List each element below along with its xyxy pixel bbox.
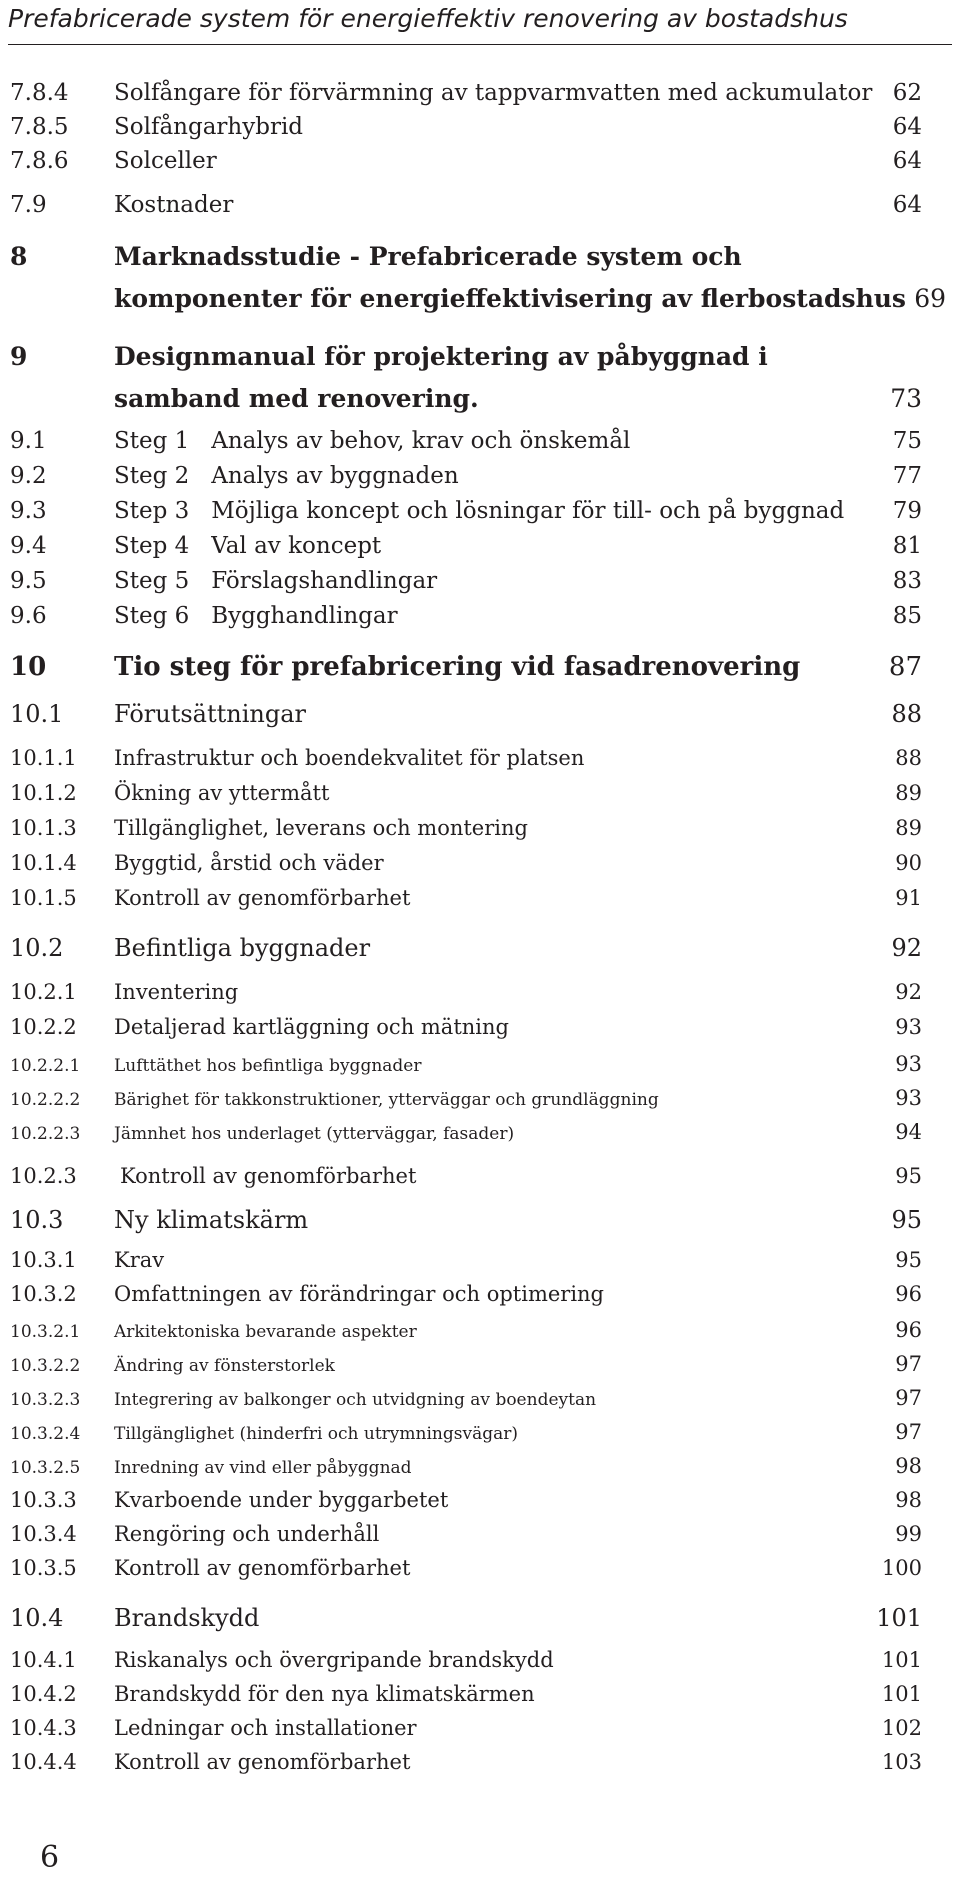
toc-entry[interactable] — [10, 1556, 922, 1580]
toc-subentry[interactable] — [10, 1086, 922, 1110]
toc-entry-title: Ny klimatskärm — [114, 1206, 309, 1234]
toc-entry-page: 88 — [895, 746, 922, 770]
toc-subentry[interactable] — [10, 1454, 922, 1478]
toc-section-entry[interactable] — [10, 700, 922, 728]
toc-entry[interactable] — [10, 1164, 922, 1188]
toc-entry[interactable] — [10, 80, 922, 106]
toc-entry-title: Byggtid, årstid och väder — [114, 851, 384, 875]
toc-entry-number: 10.3.4 — [10, 1522, 77, 1546]
toc-entry[interactable] — [10, 1716, 922, 1740]
toc-entry-page: 77 — [892, 463, 922, 489]
toc-entry-title: Lufttäthet hos befintliga byggnader — [114, 1056, 422, 1076]
toc-entry-title: Kontroll av genomförbarhet — [114, 886, 411, 910]
toc-section-entry[interactable] — [10, 934, 922, 962]
toc-entry-number: 10.1.2 — [10, 781, 77, 805]
toc-entry-page: 102 — [881, 1716, 922, 1740]
toc-subentry[interactable] — [10, 1352, 922, 1376]
toc-entry-page: 97 — [895, 1386, 922, 1410]
toc-entry[interactable] — [10, 428, 922, 454]
toc-entry[interactable] — [10, 781, 922, 805]
toc-entry-page: 96 — [895, 1318, 922, 1342]
toc-entry-page: 88 — [891, 700, 922, 728]
toc-entry[interactable] — [10, 114, 922, 140]
toc-entry-title: Step 4 Val av koncept — [114, 533, 382, 559]
toc-entry[interactable] — [10, 148, 922, 174]
toc-entry-title: Solceller — [114, 148, 217, 174]
toc-entry[interactable] — [10, 192, 922, 218]
toc-chapter-entry[interactable] — [10, 342, 922, 371]
toc-entry-number: 10.3.2.5 — [10, 1458, 81, 1478]
toc-entry-title: Kvarboende under byggarbetet — [114, 1488, 449, 1512]
toc-entry-title: Ökning av yttermått — [114, 781, 330, 805]
toc-entry-number: 9.2 — [10, 463, 47, 489]
toc-entry-number: 10 — [10, 652, 47, 682]
toc-entry-title: Förutsättningar — [114, 700, 307, 728]
toc-entry-title: Integrering av balkonger och utvidgning av boendeytan — [114, 1390, 597, 1410]
toc-chapter-entry-continued[interactable] — [10, 284, 947, 313]
toc-chapter-entry-continued[interactable] — [10, 384, 922, 413]
toc-entry-page: 62 — [892, 80, 922, 106]
toc-entry-page: 75 — [892, 428, 922, 454]
toc-entry-title: Kostnader — [114, 192, 234, 218]
toc-entry[interactable] — [10, 533, 922, 559]
toc-entry-number: 9 — [10, 342, 28, 371]
toc-entry-number: 10.2.1 — [10, 980, 77, 1004]
toc-entry-number: 10.1.3 — [10, 816, 77, 840]
toc-entry-number: 9.5 — [10, 568, 47, 594]
toc-subentry[interactable] — [10, 1052, 922, 1076]
header-rule — [8, 44, 952, 45]
toc-entry-number: 10.4.1 — [10, 1648, 77, 1672]
toc-entry-title: Marknadsstudie - Prefabricerade system och — [114, 242, 742, 271]
toc-entry[interactable] — [10, 980, 922, 1004]
toc-entry-page: 96 — [895, 1282, 922, 1306]
toc-entry-title: Kontroll av genomförbarhet — [120, 1164, 417, 1188]
toc-entry-number: 10.4 — [10, 1604, 64, 1632]
toc-entry-title: Solfångarhybrid — [114, 114, 304, 140]
toc-entry[interactable] — [10, 1282, 922, 1306]
toc-entry-page: 93 — [895, 1052, 922, 1076]
toc-entry-number: 7.8.5 — [10, 114, 69, 140]
toc-entry-page: 64 — [892, 148, 922, 174]
toc-entry-number: 10.3.2.3 — [10, 1390, 81, 1410]
toc-entry-title: komponenter för energieffektivisering av flerbostadshus — [114, 284, 907, 313]
page-number: 6 — [40, 1840, 60, 1875]
toc-entry-title: Omfattningen av förändringar och optimering — [114, 1282, 605, 1306]
toc-entry-page: 64 — [892, 192, 922, 218]
toc-entry-number: 10.3.5 — [10, 1556, 77, 1580]
toc-entry-number: 8 — [10, 242, 28, 271]
toc-chapter-entry[interactable] — [10, 242, 922, 271]
toc-entry-title: Rengöring och underhåll — [114, 1522, 380, 1546]
toc-subentry[interactable] — [10, 1420, 922, 1444]
toc-entry-page: 79 — [892, 498, 922, 524]
toc-entry-number: 10.4.4 — [10, 1750, 77, 1774]
toc-entry[interactable] — [10, 886, 922, 910]
toc-entry-number: 10.2.2.1 — [10, 1056, 81, 1076]
toc-entry[interactable] — [10, 1682, 922, 1706]
toc-subentry[interactable] — [10, 1386, 922, 1410]
toc-entry-page: 73 — [890, 384, 922, 413]
toc-entry-title: Brandskydd — [114, 1604, 260, 1632]
toc-entry[interactable] — [10, 1015, 922, 1039]
toc-entry-number: 7.8.4 — [10, 80, 69, 106]
toc-entry-title: Arkitektoniska bevarande aspekter — [114, 1322, 417, 1342]
toc-entry-number: 10.2.2 — [10, 1015, 77, 1039]
toc-subentry[interactable] — [10, 1120, 922, 1144]
toc-entry-page: 93 — [895, 1015, 922, 1039]
toc-entry-number: 10.2.3 — [10, 1164, 77, 1188]
toc-entry-number: 10.1.1 — [10, 746, 77, 770]
toc-entry-title: Detaljerad kartläggning och mätning — [114, 1015, 509, 1039]
toc-entry-number: 9.3 — [10, 498, 47, 524]
toc-section-entry[interactable] — [10, 1206, 922, 1234]
toc-entry-page: 101 — [881, 1648, 922, 1672]
toc-entry-page: 101 — [881, 1682, 922, 1706]
toc-entry-title: Kontroll av genomförbarhet — [114, 1750, 411, 1774]
toc-entry[interactable] — [10, 498, 922, 524]
toc-entry-page: 99 — [895, 1522, 922, 1546]
toc-entry-title: Riskanalys och övergripande brandskydd — [114, 1648, 554, 1672]
toc-entry-page: 101 — [876, 1604, 922, 1632]
toc-entry-page: 98 — [895, 1488, 922, 1512]
toc-entry-title: Inventering — [114, 980, 239, 1004]
toc-entry[interactable] — [10, 816, 922, 840]
toc-entry-number: 10.1 — [10, 700, 64, 728]
toc-entry-page: 100 — [881, 1556, 922, 1580]
toc-entry-number: 10.3.2.1 — [10, 1322, 81, 1342]
toc-section-entry[interactable] — [10, 1604, 922, 1632]
toc-entry-page: 95 — [895, 1248, 922, 1272]
toc-entry-number: 10.1.5 — [10, 886, 77, 910]
toc-entry-title: Solfångare för förvärmning av tappvarmvatten med ackumulator — [114, 80, 873, 106]
toc-entry-page: 103 — [881, 1750, 922, 1774]
toc-entry-title: Krav — [114, 1248, 165, 1272]
toc-entry-number: 10.2.2.3 — [10, 1124, 81, 1144]
toc-entry-title: Ledningar och installationer — [114, 1716, 417, 1740]
toc-entry[interactable] — [10, 463, 922, 489]
toc-entry-title: Steg 2 Analys av byggnaden — [114, 463, 459, 489]
toc-entry[interactable] — [10, 1648, 922, 1672]
toc-entry[interactable] — [10, 1522, 922, 1546]
toc-entry-number: 9.4 — [10, 533, 47, 559]
toc-entry-number: 10.3.2 — [10, 1282, 77, 1306]
toc-entry-page: 92 — [895, 980, 922, 1004]
toc-entry-page: 64 — [892, 114, 922, 140]
toc-chapter-entry[interactable] — [10, 652, 922, 682]
toc-entry-title: Jämnhet hos underlaget (ytterväggar, fasader) — [114, 1124, 515, 1144]
toc-entry-number: 9.1 — [10, 428, 47, 454]
toc-entry-page: 89 — [895, 816, 922, 840]
toc-entry-page: 81 — [892, 533, 922, 559]
toc-entry-number: 10.2.2.2 — [10, 1090, 81, 1110]
toc-entry-page: 85 — [892, 603, 922, 629]
toc-entry-title: Tillgänglighet, leverans och montering — [114, 816, 528, 840]
toc-entry-title: Ändring av fönsterstorlek — [114, 1356, 335, 1376]
toc-entry-title: Bärighet för takkonstruktioner, ytterväggar och grundläggning — [114, 1090, 659, 1110]
toc-entry[interactable] — [10, 1488, 922, 1512]
toc-entry-title: Tillgänglighet (hinderfri och utrymningsvägar) — [114, 1424, 518, 1444]
toc-entry-page: 95 — [891, 1206, 922, 1234]
toc-entry-page: 98 — [895, 1454, 922, 1478]
toc-entry-page: 97 — [895, 1352, 922, 1376]
toc-entry-page: 97 — [895, 1420, 922, 1444]
toc-entry-page: 95 — [895, 1164, 922, 1188]
toc-entry-title: Brandskydd för den nya klimatskärmen — [114, 1682, 535, 1706]
toc-entry[interactable] — [10, 1248, 922, 1272]
toc-entry-page: 90 — [895, 851, 922, 875]
toc-entry-number: 9.6 — [10, 603, 47, 629]
toc-entry-title: Designmanual för projektering av påbyggnad i — [114, 342, 768, 371]
toc-entry-number: 10.3 — [10, 1206, 64, 1234]
toc-entry-number: 10.3.2.4 — [10, 1424, 81, 1444]
toc-entry-number: 10.4.3 — [10, 1716, 77, 1740]
toc-entry-page: 69 — [914, 284, 947, 313]
toc-entry-number: 10.3.3 — [10, 1488, 77, 1512]
toc-entry-page: 93 — [895, 1086, 922, 1110]
toc-entry-page: 89 — [895, 781, 922, 805]
toc-entry-number: 10.3.2.2 — [10, 1356, 81, 1376]
toc-entry[interactable] — [10, 746, 922, 770]
toc-entry-number: 10.1.4 — [10, 851, 77, 875]
toc-entry[interactable] — [10, 1750, 922, 1774]
toc-entry-title: Infrastruktur och boendekvalitet för platsen — [114, 746, 585, 770]
toc-entry-title: samband med renovering. — [114, 384, 479, 413]
toc-entry-page: 92 — [891, 934, 922, 962]
toc-entry-number: 7.9 — [10, 192, 47, 218]
toc-entry-title: Steg 5 Förslagshandlingar — [114, 568, 438, 594]
toc-entry-title: Step 3 Möjliga koncept och lösningar för till- och på byggnad — [114, 498, 845, 524]
toc-entry-number: 10.3.1 — [10, 1248, 77, 1272]
toc-entry-title: Steg 1 Analys av behov, krav och önskemål — [114, 428, 631, 454]
running-header: Prefabricerade system för energieffektiv renovering av bostadshus — [8, 4, 848, 33]
toc-entry-title: Kontroll av genomförbarhet — [114, 1556, 411, 1580]
toc-entry-number: 10.2 — [10, 934, 64, 962]
toc-entry-number: 7.8.6 — [10, 148, 69, 174]
toc-entry-page: 83 — [892, 568, 922, 594]
toc-entry[interactable] — [10, 851, 922, 875]
toc-entry-page: 91 — [895, 886, 922, 910]
toc-entry-title: Inredning av vind eller påbyggnad — [114, 1458, 412, 1478]
toc-entry-title: Steg 6 Bygghandlingar — [114, 603, 398, 629]
toc-entry-page: 87 — [888, 652, 922, 682]
toc-subentry[interactable] — [10, 1318, 922, 1342]
toc-entry[interactable] — [10, 603, 922, 629]
toc-entry[interactable] — [10, 568, 922, 594]
toc-entry-page: 94 — [895, 1120, 922, 1144]
toc-entry-title: Befintliga byggnader — [114, 934, 371, 962]
toc-entry-title: Tio steg för prefabricering vid fasadrenovering — [114, 652, 801, 682]
toc-entry-number: 10.4.2 — [10, 1682, 77, 1706]
